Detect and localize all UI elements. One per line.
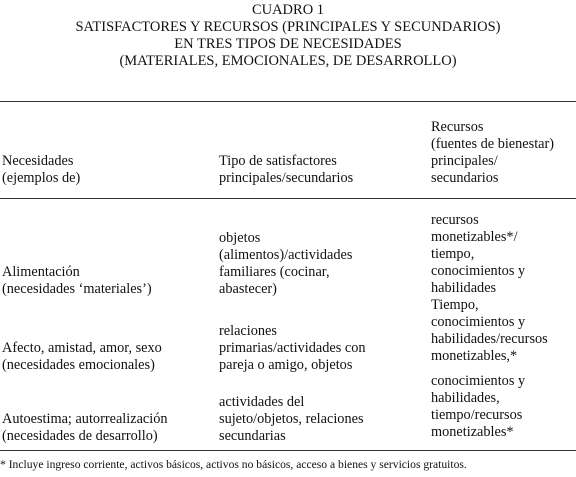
title-line: EN TRES TIPOS DE NECESIDADES [174, 36, 402, 52]
row-3-resources: conocimientos y habilidades, tiempo/recursos monetizables* [431, 373, 526, 440]
header-rule [0, 198, 576, 199]
title-line: SATISFACTORES Y RECURSOS (PRINCIPALES Y SECUNDARIOS) [75, 19, 501, 35]
title-line: (MATERIALES, EMOCIONALES, DE DESARROLLO) [119, 53, 457, 69]
header-needs: Necesidades (ejemplos de) [2, 153, 81, 186]
row-1-need: Alimentación (necesidades ‘materiales’) [2, 264, 152, 297]
row-1-satisfiers: objetos (alimentos)/actividades familiares (cocinar, abastecer) [219, 230, 353, 297]
footnote: * Incluye ingreso corriente, activos básicos, activos no básicos, acceso a bienes y servicios gratuitos. [0, 458, 467, 471]
header-satisfiers: Tipo de satisfactores principales/secundarios [219, 153, 354, 186]
row-2-satisfiers: relaciones primarias/actividades con pareja o amigo, objetos [219, 323, 366, 373]
row-3-satisfiers: actividades del sujeto/objetos, relaciones secundarias [219, 394, 364, 444]
row-3-need: Autoestima; autorrealización (necesidades de desarrollo) [2, 411, 168, 444]
row-1-resources: recursos monetizables*/ tiempo, conocimientos y habilidades [431, 212, 526, 296]
top-rule [0, 101, 576, 102]
header-resources: Recursos (fuentes de bienestar) principales/ secundarios [431, 119, 555, 186]
row-2-need: Afecto, amistad, amor, sexo (necesidades emocionales) [2, 340, 162, 373]
row-2-resources: Tiempo, conocimientos y habilidades/recursos monetizables,* [431, 297, 548, 364]
title-line: CUADRO 1 [251, 2, 325, 18]
table-title [0, 2, 576, 70]
bottom-rule [0, 450, 576, 451]
